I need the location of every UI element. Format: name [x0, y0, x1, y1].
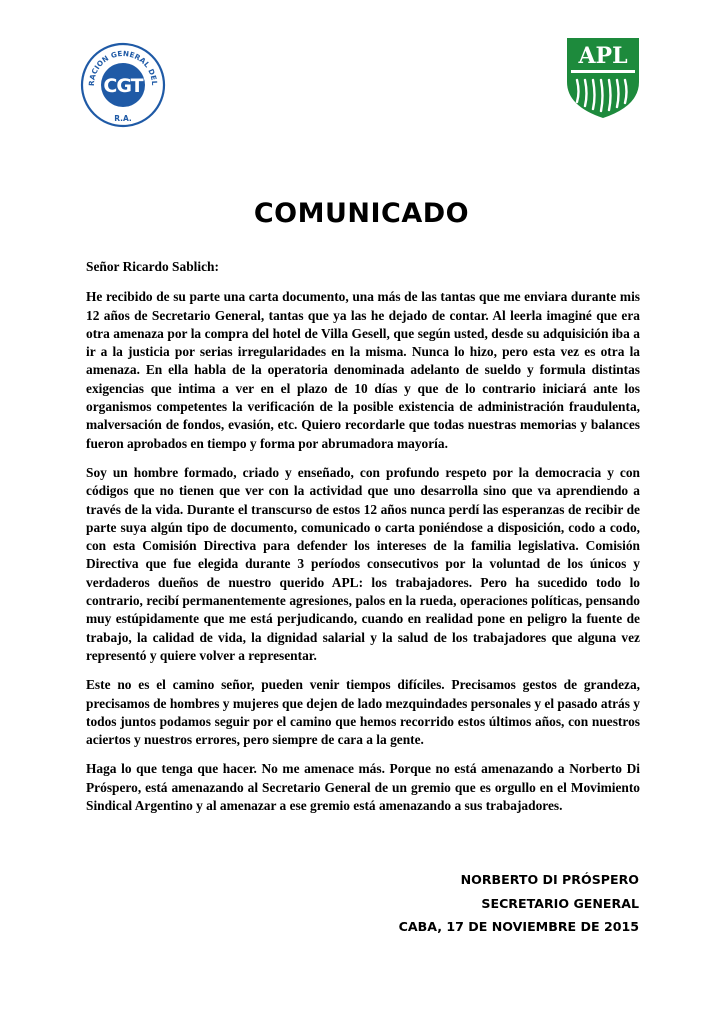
letter-paragraph-3: Este no es el camino señor, pueden venir tiempos difíciles. Precisamos gestos de grandeza, precisamos de hombres y mujeres que dejen de lado mezquindades personales y el pasado atrás y todos juntos podamos seguir por el camino que hemos recorrido estos últimos años, con nuestros aciertos y nuestros errores, pero siempre de cara a la gente. — [86, 677, 640, 748]
cgt-bottom-text: R.A. — [114, 114, 132, 123]
signature-block — [399, 868, 639, 939]
document-title: COMUNICADO — [253, 198, 470, 229]
cgt-ring-text: RACION GENERAL DEL — [86, 48, 160, 87]
cgt-logo — [80, 42, 166, 128]
letter-paragraph-4: Haga lo que tenga que hacer. No me amenace más. Porque no está amenazando a Norberto Di Próspero, está amenazando al Secretario General de un gremio que es orgullo en el Movimiento Sindical Argentino y al amenazar a ese gremio está amenazando a sus trabajadores. — [86, 761, 640, 814]
letter-greeting: Señor Ricardo Sablich: — [86, 259, 219, 274]
signature-role: SECRETARIO GENERAL — [481, 895, 639, 911]
letter-paragraph-1: He recibido de su parte una carta documento, una más de las tantas que me enviara durante mis 12 años de Secretario General, tantas que ya las he dejado de contar. Al leerla imaginé que era otra amenaza por la compra del hotel de Villa Gesell, que según usted, desde su adquisición iba a ir a la justicia por serias irregularidades en la misma. Nunca lo hizo, pero esta vez es otra la amenaza. En ella habla de la operatoria denominada adelanto de sueldo y formula distintas exigencias que intima a ver en el plazo de 10 días y que de lo contrario iniciará ante los organismos competentes la verificación de la posible existencia de administración fraudulenta, malversación de fondos, evasión, etc. Quiero recordarle que todas nuestras memorias y balances fueron aprobados en tiempo y forma por abrumadora mayoría. — [86, 289, 640, 451]
apl-logo — [565, 36, 641, 120]
signature-place-date: CABA, 17 DE NOVIEMBRE DE 2015 — [398, 919, 639, 934]
apl-logo-text: APL — [578, 43, 628, 69]
cgt-logo-graphic — [80, 42, 166, 128]
apl-shield-graphic — [565, 36, 641, 120]
letter-body — [86, 258, 640, 826]
signature-name: NORBERTO DI PRÓSPERO — [460, 872, 639, 887]
cgt-emblem-text: CGT — [103, 75, 143, 97]
letter-paragraph-2: Soy un hombre formado, criado y enseñado, con profundo respeto por la democracia y con códigos que no tienen que ver con la actividad que uno desarrolla sino que va aprendiendo a través de la vida. Durante el transcurso de estos 12 años nunca perdí las esperanzas de recibir de parte suya algún tipo de documento, comunicado o carta poniéndose a disposición, codo a codo, con esta Comisión Directiva para defender los intereses de la familia legislativa. Comisión Directiva que fue elegida durante 3 períodos consecutivos por la voluntad de los únicos y verdaderos dueños de nuestro querido APL: los trabajadores. Pero ha sucedido todo lo contrario, recibí permanentemente agresiones, palos en la rueda, operaciones políticas, pensando muy estúpidamente que me está perjudicando, cuando en realidad pone en peligro la fuente de trabajo, la calidad de vida, la dignidad salarial y la salud de los trabajadores que alguna vez representó y quiere volver a representar. — [86, 464, 640, 663]
